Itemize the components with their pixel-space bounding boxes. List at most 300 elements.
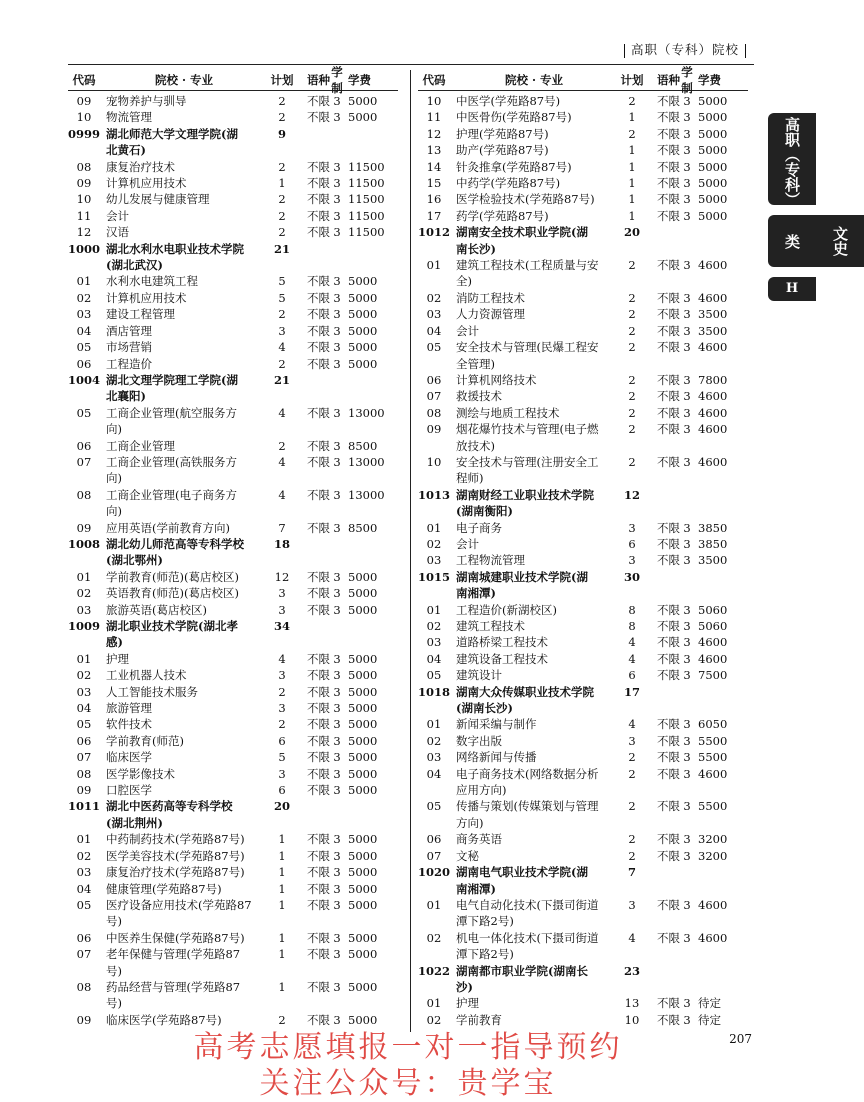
cell-name: 医学影像技术: [106, 766, 175, 781]
table-row: [418, 454, 748, 470]
table-row: [68, 864, 398, 880]
cell-name: 中药学(学苑路87号): [456, 176, 561, 191]
table-row: [418, 356, 748, 372]
cell-lang: 不限: [657, 192, 680, 207]
cell-plan: 3: [628, 553, 636, 568]
cell-plan: 2: [278, 208, 286, 223]
cell-plan: 8: [628, 619, 636, 633]
cell-name: 旅游英语(葛店校区): [106, 602, 207, 617]
cell-lang: 不限: [657, 635, 680, 650]
cell-fee: 13000: [348, 487, 385, 502]
cell-fee: 4600: [698, 930, 728, 945]
cell-code: 03: [426, 750, 442, 765]
cell-fee: 5000: [348, 651, 378, 666]
cell-code: 10: [426, 454, 442, 469]
cell-code: 01: [426, 602, 442, 617]
cell-plan: 3: [278, 766, 286, 781]
cell-name: 湖北师范大学文理学院(湖: [106, 126, 238, 141]
cell-plan: 2: [278, 717, 286, 732]
table-row: [418, 815, 748, 831]
cell-lang: 不限: [307, 438, 330, 453]
cell-lang: 不限: [657, 159, 680, 174]
cell-plan: 23: [623, 963, 640, 978]
table-row: [418, 651, 748, 667]
cell-name: 宠物养护与驯导: [106, 94, 187, 108]
cell-code: 12: [76, 225, 92, 240]
cell-lang: 不限: [657, 454, 680, 469]
table-row: [418, 716, 748, 732]
cell-plan: 3: [278, 701, 286, 716]
cell-name: 中医养生保健(学苑路87号): [106, 930, 245, 945]
cell-fee: 3850: [698, 520, 728, 535]
cell-code: 02: [426, 536, 442, 551]
cell-lang: 不限: [307, 750, 330, 765]
cell-code: 1013: [418, 487, 451, 502]
table-row: [68, 323, 398, 339]
header-title: 高职（专科）院校: [630, 42, 739, 57]
cell-lang: 不限: [307, 110, 330, 125]
cell-years: 3: [683, 143, 691, 158]
cell-name: 电子商务技术(网络数据分析: [456, 766, 599, 781]
cell-fee: 5000: [348, 94, 378, 108]
cell-code: 02: [426, 733, 442, 748]
cell-fee: 4600: [698, 651, 728, 666]
cell-plan: 7: [278, 520, 286, 535]
cell-years: 3: [333, 897, 341, 912]
tab-vocational[interactable]: 高职（专科）: [768, 113, 816, 205]
cell-lang: 不限: [657, 717, 680, 732]
cell-lang: 不限: [307, 766, 330, 781]
cell-code: 09: [426, 422, 442, 437]
cell-fee: 3500: [698, 323, 728, 338]
table-row: [68, 979, 398, 995]
cell-code: 01: [426, 520, 442, 535]
cell-plan: 2: [278, 192, 286, 207]
cell-name: 应用英语(学前教育方向): [106, 520, 230, 535]
cell-name: 健康管理(学苑路87号): [106, 881, 222, 896]
cell-name: 计算机网络技术: [456, 372, 537, 387]
cell-years: 3: [333, 832, 341, 847]
cell-lang: 不限: [657, 897, 680, 912]
cell-name: 助产(学苑路87号): [456, 143, 549, 158]
cell-lang: 不限: [657, 619, 680, 633]
cell-code: 03: [426, 553, 442, 568]
cell-name: 会计: [456, 536, 479, 551]
cell-code: 03: [76, 602, 92, 617]
cell-name: 计算机应用技术: [106, 176, 187, 191]
school-row: [418, 864, 748, 880]
cell-lang: 不限: [307, 684, 330, 699]
table-row: [68, 109, 398, 125]
cell-name: 康复治疗技术: [106, 159, 175, 174]
table-row: [68, 339, 398, 355]
cell-name: 全): [456, 274, 472, 289]
cell-code: 1000: [68, 241, 101, 256]
cell-name: 会计: [106, 208, 129, 223]
cell-lang: 不限: [657, 848, 680, 863]
table-row: [418, 191, 748, 207]
cell-years: 3: [683, 405, 691, 420]
cell-plan: 20: [623, 225, 640, 240]
cell-years: 3: [683, 159, 691, 174]
cell-name: 电气自动化技术(下摄司街道: [456, 897, 599, 912]
table-row: [418, 142, 748, 158]
cell-lang: 不限: [657, 651, 680, 666]
cell-plan: 6: [278, 783, 286, 798]
cell-plan: 2: [278, 94, 286, 108]
cell-lang: 不限: [307, 569, 330, 584]
cell-fee: 5000: [348, 1012, 378, 1027]
cell-fee: 11500: [348, 159, 385, 174]
cell-fee: 5000: [348, 602, 378, 617]
cell-name: (湖北武汉): [106, 258, 163, 273]
school-row: [418, 963, 748, 979]
table-row: [68, 175, 398, 191]
cell-years: 3: [333, 684, 341, 699]
cell-years: 3: [333, 94, 341, 108]
cell-plan: 5: [278, 290, 286, 305]
cell-plan: 2: [628, 323, 636, 338]
cell-name: 学前教育(师范): [106, 733, 184, 748]
cell-code: 15: [426, 176, 442, 191]
cell-plan: 1: [628, 143, 636, 158]
cell-lang: 不限: [657, 208, 680, 223]
school-row: [68, 372, 398, 388]
cell-name: 救援技术: [456, 389, 502, 404]
table-row: [418, 372, 748, 388]
cell-lang: 不限: [307, 733, 330, 748]
left-column: [68, 64, 398, 1028]
cell-years: 3: [333, 717, 341, 732]
table-row: [68, 913, 398, 929]
cell-name: 向): [106, 504, 122, 519]
cell-lang: 不限: [307, 832, 330, 847]
cell-lang: 不限: [307, 290, 330, 305]
cell-name: 软件技术: [106, 717, 152, 732]
cell-code: 03: [76, 307, 92, 322]
school-row: [68, 634, 398, 650]
cell-lang: 不限: [657, 340, 680, 355]
table-row: [68, 290, 398, 306]
cell-fee: 4600: [698, 405, 728, 420]
school-row: [68, 126, 398, 142]
cell-fee: 7800: [698, 372, 728, 387]
cell-lang: 不限: [657, 307, 680, 322]
cell-fee: 5000: [348, 586, 378, 601]
cell-lang: 不限: [307, 225, 330, 240]
cell-plan: 1: [628, 110, 636, 125]
cell-code: 01: [426, 258, 442, 273]
cell-lang: 不限: [307, 274, 330, 289]
cell-lang: 不限: [657, 668, 680, 683]
cell-name: 英语教育(师范)(葛店校区): [106, 586, 239, 601]
cell-fee: 6050: [698, 717, 728, 732]
header-lang: 语种: [307, 72, 330, 87]
cell-code: 03: [76, 865, 92, 880]
cell-code: 01: [426, 717, 442, 732]
cell-lang: 不限: [657, 405, 680, 420]
cell-name: 药品经营与管理(学苑路87: [106, 979, 241, 994]
cell-plan: 3: [628, 733, 636, 748]
cell-plan: 4: [278, 487, 286, 502]
school-row: [68, 142, 398, 158]
cell-code: 02: [76, 848, 92, 863]
school-row: [418, 585, 748, 601]
cell-code: 04: [426, 651, 442, 666]
cell-fee: 11500: [348, 208, 385, 223]
header-plan: 计划: [270, 72, 294, 87]
table-row: [68, 667, 398, 683]
cell-years: 3: [683, 323, 691, 338]
cell-name: 建筑工程技术(工程质量与安: [456, 258, 599, 273]
cell-plan: 2: [628, 258, 636, 273]
cell-plan: 1: [278, 947, 286, 962]
cell-name: 湖南大众传媒职业技术学院: [456, 684, 594, 699]
cell-fee: 5000: [348, 979, 378, 994]
cell-name: 湖南财经工业职业技术学院: [456, 487, 594, 502]
cell-lang: 不限: [657, 930, 680, 945]
cell-name: 湖北文理学院理工学院(湖: [106, 372, 238, 387]
cell-name: 工程造价: [106, 356, 152, 371]
cell-fee: 3500: [698, 307, 728, 322]
cell-name: 放技术): [456, 438, 495, 453]
cell-name: 医疗设备应用技术(学苑路87: [106, 897, 252, 912]
table-row: [418, 273, 748, 289]
cell-years: 3: [333, 438, 341, 453]
cell-fee: 5000: [348, 684, 378, 699]
cell-name: 学前教育: [456, 1012, 502, 1027]
cell-fee: 5000: [348, 733, 378, 748]
cell-plan: 34: [273, 619, 290, 633]
cell-years: 3: [333, 307, 341, 322]
cell-lang: 不限: [657, 94, 680, 108]
cell-code: 04: [76, 701, 92, 716]
table-row: [418, 733, 748, 749]
cell-code: 05: [76, 405, 92, 420]
cell-name: 湖北水利水电职业技术学院: [106, 241, 244, 256]
cell-code: 04: [76, 881, 92, 896]
cell-code: 09: [76, 1012, 92, 1027]
cell-years: 3: [683, 766, 691, 781]
cell-code: 04: [76, 323, 92, 338]
cell-code: 03: [426, 307, 442, 322]
cell-code: 05: [76, 897, 92, 912]
cell-fee: 5000: [698, 192, 728, 207]
cell-years: 3: [683, 651, 691, 666]
cell-name: 工商企业管理: [106, 438, 175, 453]
table-row: [68, 684, 398, 700]
cell-name: 应用方向): [456, 783, 507, 798]
cell-fee: 11500: [348, 192, 385, 207]
cell-name: 湖北职业技术学院(湖北孝: [106, 619, 238, 633]
cell-fee: 7500: [698, 668, 728, 683]
cell-code: 08: [76, 159, 92, 174]
table-row: [68, 520, 398, 536]
cell-plan: 4: [278, 340, 286, 355]
school-row: [68, 257, 398, 273]
cell-code: 01: [426, 897, 442, 912]
cell-name: (湖北荆州): [106, 815, 163, 830]
cell-lang: 不限: [657, 323, 680, 338]
cell-years: 3: [683, 520, 691, 535]
school-row: [68, 552, 398, 568]
cell-years: 3: [683, 635, 691, 650]
cell-fee: 5000: [348, 569, 378, 584]
table-row: [68, 191, 398, 207]
cell-code: 06: [426, 372, 442, 387]
table-row: [418, 634, 748, 650]
cell-fee: 4600: [698, 897, 728, 912]
cell-plan: 2: [278, 356, 286, 371]
cell-name: 湖南都市职业学院(湖南长: [456, 963, 588, 978]
cell-plan: 1: [628, 208, 636, 223]
cell-fee: 4600: [698, 454, 728, 469]
cell-lang: 不限: [657, 422, 680, 437]
cell-code: 17: [426, 208, 442, 223]
cell-years: 3: [683, 717, 691, 732]
cell-name: 护理(学苑路87号): [456, 126, 549, 141]
cell-fee: 5000: [698, 176, 728, 191]
cell-plan: 4: [628, 930, 636, 945]
header-bar-right: [745, 44, 746, 58]
cell-fee: 4600: [698, 422, 728, 437]
cell-plan: 21: [273, 372, 290, 387]
school-row: [418, 487, 748, 503]
cell-lang: 不限: [657, 996, 680, 1011]
header-bar-left: [624, 44, 625, 58]
cell-plan: 1: [628, 176, 636, 191]
cell-code: 06: [76, 438, 92, 453]
cell-years: 3: [683, 930, 691, 945]
cell-plan: 3: [278, 586, 286, 601]
cell-fee: 5000: [348, 340, 378, 355]
cell-lang: 不限: [657, 126, 680, 141]
cell-name: 建筑设计: [456, 668, 502, 683]
cell-years: 3: [683, 126, 691, 141]
cell-years: 3: [333, 274, 341, 289]
cell-code: 01: [76, 832, 92, 847]
cell-name: 酒店管理: [106, 323, 152, 338]
cell-fee: 5000: [348, 356, 378, 371]
cell-fee: 待定: [698, 1012, 721, 1027]
cell-code: 08: [76, 766, 92, 781]
cell-years: 3: [683, 454, 691, 469]
cell-years: 3: [333, 651, 341, 666]
cell-years: 3: [683, 602, 691, 617]
cell-plan: 2: [278, 110, 286, 125]
cell-plan: 1: [278, 865, 286, 880]
tab-liberal-arts[interactable]: 文史类: [768, 215, 864, 267]
header-lang: 语种: [657, 72, 680, 87]
cell-name: 旅游管理: [106, 701, 152, 716]
table-row: [418, 536, 748, 552]
cell-name: 商务英语: [456, 832, 502, 847]
cell-lang: 不限: [657, 143, 680, 158]
cell-lang: 不限: [307, 192, 330, 207]
cell-fee: 13000: [348, 405, 385, 420]
cell-plan: 1: [278, 176, 286, 191]
cell-fee: 5000: [698, 110, 728, 125]
cell-years: 3: [683, 832, 691, 847]
right-rows: [418, 93, 748, 1028]
table-row: [68, 881, 398, 897]
table-row: [418, 290, 748, 306]
cell-name: 感): [106, 635, 123, 650]
left-rows: [68, 93, 398, 1028]
table-row: [68, 930, 398, 946]
cell-name: 湖南城建职业技术学院(湖: [456, 569, 588, 584]
cell-plan: 2: [278, 159, 286, 174]
cell-plan: 2: [278, 438, 286, 453]
cell-name: 网络新闻与传播: [456, 750, 537, 765]
cell-name: 文秘: [456, 848, 479, 863]
table-row: [418, 257, 748, 273]
table-row: [68, 273, 398, 289]
school-row: [68, 798, 398, 814]
header-name: 院校 · 专业: [504, 72, 563, 87]
cell-years: 3: [333, 454, 341, 469]
cell-lang: 不限: [307, 930, 330, 945]
table-row: [418, 323, 748, 339]
table-row: [68, 569, 398, 585]
tab-h[interactable]: H: [768, 277, 816, 301]
cell-years: 3: [333, 225, 341, 240]
cell-years: 3: [683, 619, 691, 633]
cell-plan: 2: [628, 126, 636, 141]
cell-plan: 1: [278, 930, 286, 945]
table-row: [418, 602, 748, 618]
table-row: [68, 749, 398, 765]
cell-name: 南长沙): [456, 241, 496, 256]
cell-name: 潭下路2号): [456, 914, 514, 929]
cell-name: 工程造价(新湖校区): [456, 602, 557, 617]
cell-name: 向): [106, 422, 122, 437]
cell-name: (湖北鄂州): [106, 553, 163, 568]
cell-plan: 12: [623, 487, 640, 502]
cell-plan: 10: [624, 1012, 640, 1027]
table-row: [418, 946, 748, 962]
table-row: [68, 438, 398, 454]
cell-lang: 不限: [307, 651, 330, 666]
cell-plan: 12: [274, 569, 290, 584]
cell-years: 3: [683, 290, 691, 305]
table-row: [418, 109, 748, 125]
cell-name: 北襄阳): [106, 389, 146, 404]
cell-code: 07: [426, 848, 442, 863]
cell-name: 电子商务: [456, 520, 502, 535]
cell-code: 02: [76, 586, 92, 601]
cell-code: 1011: [68, 799, 101, 814]
school-row: [68, 618, 398, 634]
cell-years: 3: [683, 897, 691, 912]
cell-plan: 6: [278, 733, 286, 748]
cell-plan: 2: [628, 799, 636, 814]
cell-plan: 18: [273, 536, 290, 551]
cell-fee: 13000: [348, 454, 385, 469]
cell-name: 湖北幼儿师范高等专科学校: [106, 536, 244, 551]
cell-lang: 不限: [657, 258, 680, 273]
cell-lang: 不限: [307, 340, 330, 355]
table-row: [418, 421, 748, 437]
cell-lang: 不限: [307, 881, 330, 896]
cell-years: 3: [333, 159, 341, 174]
header-code: 代码: [72, 72, 96, 87]
cell-name: 工业机器人技术: [106, 668, 187, 683]
cell-years: 3: [683, 192, 691, 207]
cell-fee: 3500: [698, 553, 728, 568]
table-row: [68, 651, 398, 667]
school-row: [418, 241, 748, 257]
